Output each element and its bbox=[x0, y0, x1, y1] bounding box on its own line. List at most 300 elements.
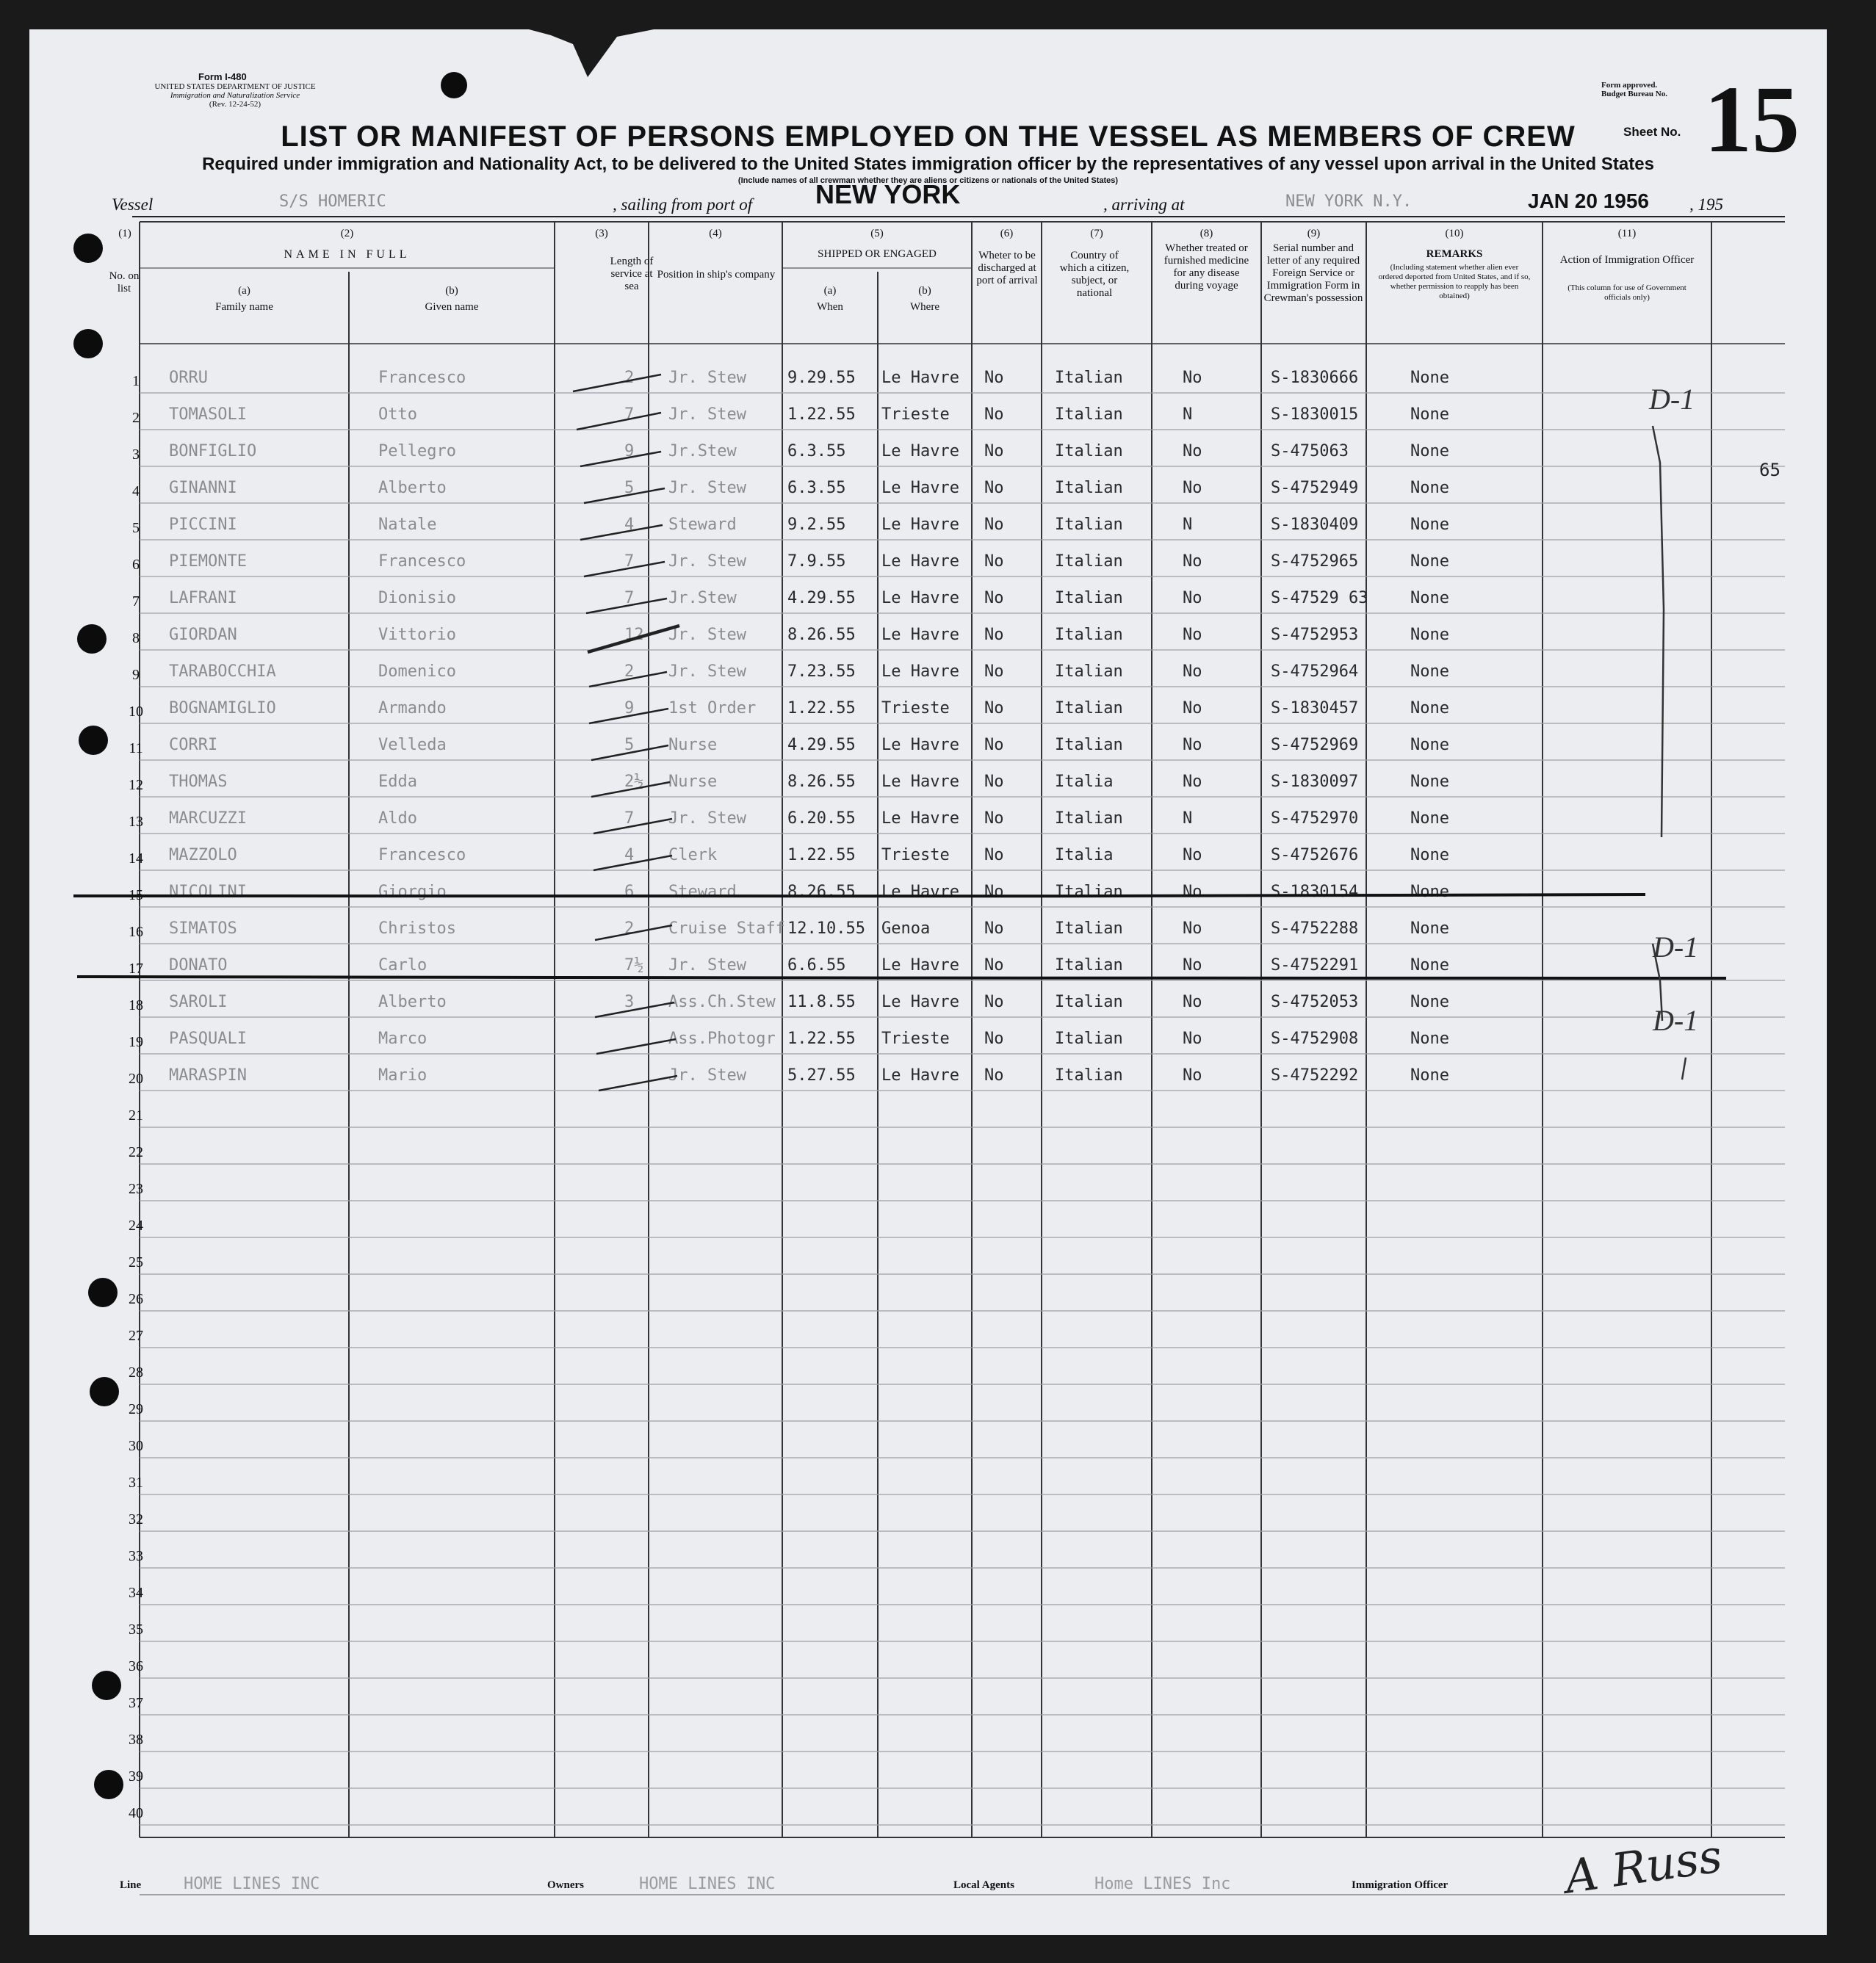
discharged-cell: No bbox=[984, 442, 1004, 460]
row-number: 22 bbox=[129, 1144, 143, 1160]
col5b-number: (b) bbox=[918, 285, 931, 297]
form-number: Form I-480 bbox=[198, 71, 247, 82]
given-name-cell: Marco bbox=[378, 1030, 427, 1048]
service-cell: 12 bbox=[624, 626, 644, 644]
when-cell: 1.22.55 bbox=[787, 846, 856, 864]
vessel-value: S/S HOMERIC bbox=[279, 192, 386, 211]
row-number: 33 bbox=[129, 1548, 143, 1564]
position-cell: Jr. Stew bbox=[668, 1066, 746, 1085]
position-cell: Jr. Stew bbox=[668, 479, 746, 497]
include-note: (Include names of all crewman whether they are aliens or citizens or nationals of the United States) bbox=[737, 176, 1119, 185]
when-cell: 9.2.55 bbox=[787, 516, 846, 534]
where-cell: Le Havre bbox=[881, 773, 959, 791]
row-number: 29 bbox=[129, 1401, 143, 1417]
year-suffix: , 195 bbox=[1689, 195, 1723, 214]
row-number: 7 bbox=[132, 593, 140, 610]
remarks-cell: None bbox=[1410, 1066, 1449, 1085]
given-name-cell: Armando bbox=[378, 699, 447, 717]
row-number: 20 bbox=[129, 1071, 143, 1087]
service-cell: 2½ bbox=[624, 773, 644, 791]
remarks-cell: None bbox=[1410, 956, 1449, 975]
col5-number: (5) bbox=[870, 228, 884, 239]
col9-number: (9) bbox=[1307, 228, 1321, 239]
country-cell: Italia bbox=[1055, 846, 1114, 864]
when-cell: 4.29.55 bbox=[787, 736, 856, 754]
family-name-cell: GIORDAN bbox=[169, 626, 237, 644]
treated-cell: N bbox=[1183, 516, 1193, 534]
treated-cell: No bbox=[1183, 442, 1202, 460]
row-number: 10 bbox=[129, 704, 143, 720]
discharged-cell: No bbox=[984, 589, 1004, 607]
treated-cell: N bbox=[1183, 809, 1193, 828]
row-number: 1 bbox=[132, 373, 140, 389]
position-cell: Jr.Stew bbox=[668, 442, 737, 460]
service-cell: 5 bbox=[624, 479, 635, 497]
position-cell: Jr. Stew bbox=[668, 809, 746, 828]
col2b-number: (b) bbox=[445, 285, 458, 297]
discharged-cell: No bbox=[984, 405, 1004, 424]
row-number: 37 bbox=[129, 1695, 143, 1711]
row-number: 27 bbox=[129, 1328, 143, 1344]
service-cell: 7 bbox=[624, 552, 635, 571]
remarks-cell: None bbox=[1410, 369, 1449, 387]
serial-cell: S-4752288 bbox=[1271, 919, 1359, 938]
when-cell: 11.8.55 bbox=[787, 993, 856, 1011]
row-number: 32 bbox=[129, 1511, 143, 1528]
when-cell: 6.3.55 bbox=[787, 442, 846, 460]
row-number: 34 bbox=[129, 1585, 143, 1601]
row-number: 21 bbox=[129, 1107, 143, 1124]
page-subtitle: Required under immigration and Nationality Act, to be delivered to the United States immigration officer by the representatives of any vessel upon arrival in the United States bbox=[202, 154, 1654, 174]
where-cell: Le Havre bbox=[881, 883, 959, 901]
family-name-cell: BONFIGLIO bbox=[169, 442, 257, 460]
when-cell: 1.22.55 bbox=[787, 1030, 856, 1048]
remarks-cell: None bbox=[1410, 993, 1449, 1011]
col8-header: Whether treated or furnished medicine for any disease during voyage bbox=[1164, 242, 1249, 292]
country-cell: Italian bbox=[1055, 626, 1123, 644]
serial-cell: S-1830409 bbox=[1271, 516, 1359, 534]
serial-cell: S-475063 bbox=[1271, 442, 1349, 460]
treated-cell: N bbox=[1183, 405, 1193, 424]
officer-signature: A Russ bbox=[1561, 1829, 1725, 1904]
family-name-cell: DONATO bbox=[169, 956, 228, 975]
discharged-cell: No bbox=[984, 919, 1004, 938]
col1-number: (1) bbox=[118, 228, 131, 239]
service-cell: 9 bbox=[624, 699, 635, 717]
country-cell: Italian bbox=[1055, 956, 1123, 975]
serial-cell: S-4752965 bbox=[1271, 552, 1359, 571]
treated-cell: No bbox=[1183, 552, 1202, 571]
discharged-cell: No bbox=[984, 369, 1004, 387]
where-cell: Le Havre bbox=[881, 809, 959, 828]
row-number: 24 bbox=[129, 1218, 143, 1234]
serial-cell: S-1830097 bbox=[1271, 773, 1359, 791]
where-cell: Trieste bbox=[881, 1030, 950, 1048]
discharged-cell: No bbox=[984, 773, 1004, 791]
col7-header: Country of which a citizen, subject, or national bbox=[1059, 250, 1130, 299]
country-cell: Italian bbox=[1055, 369, 1123, 387]
given-name-cell: Francesco bbox=[378, 552, 466, 571]
position-cell: Steward bbox=[668, 516, 737, 534]
remarks-cell: None bbox=[1410, 699, 1449, 717]
row-number: 40 bbox=[129, 1805, 143, 1821]
row-number: 17 bbox=[129, 961, 143, 977]
position-cell: Jr.Stew bbox=[668, 589, 737, 607]
where-cell: Trieste bbox=[881, 699, 950, 717]
service-cell: 9 bbox=[624, 442, 635, 460]
when-cell: 7.23.55 bbox=[787, 662, 856, 681]
given-name-cell: Vittorio bbox=[378, 626, 456, 644]
sheet-number: 15 bbox=[1704, 67, 1800, 173]
margin-number: 65 bbox=[1759, 460, 1781, 480]
remarks-cell: None bbox=[1410, 919, 1449, 938]
officer-action-row18: D-1 bbox=[1653, 1004, 1699, 1037]
family-name-cell: MARCUZZI bbox=[169, 809, 247, 828]
remarks-cell: None bbox=[1410, 662, 1449, 681]
position-cell: Jr. Stew bbox=[668, 552, 746, 571]
family-name-cell: TOMASOLI bbox=[169, 405, 247, 424]
col9-header: Serial number and letter of any required Foreign Service or Immigration Form in Crewman's possession bbox=[1263, 242, 1363, 304]
col11-number: (11) bbox=[1617, 228, 1637, 239]
where-cell: Le Havre bbox=[881, 993, 959, 1011]
treated-cell: No bbox=[1183, 846, 1202, 864]
discharged-cell: No bbox=[984, 479, 1004, 497]
given-name-cell: Aldo bbox=[378, 809, 417, 828]
footer-officer-label: Immigration Officer bbox=[1352, 1879, 1449, 1891]
row-number: 13 bbox=[129, 814, 143, 830]
when-cell: 8.26.55 bbox=[787, 883, 856, 901]
row-number: 38 bbox=[129, 1732, 143, 1748]
when-cell: 4.29.55 bbox=[787, 589, 856, 607]
row-number: 18 bbox=[129, 997, 143, 1013]
arriving-label: , arriving at bbox=[1103, 195, 1185, 214]
col2a-header: Family name bbox=[215, 301, 273, 313]
where-cell: Trieste bbox=[881, 846, 950, 864]
treated-cell: No bbox=[1183, 662, 1202, 681]
footer-owners-label: Owners bbox=[547, 1879, 584, 1891]
row-number: 31 bbox=[129, 1475, 143, 1491]
discharged-cell: No bbox=[984, 699, 1004, 717]
family-name-cell: GINANNI bbox=[169, 479, 237, 497]
footer-owners-value: HOME LINES INC bbox=[639, 1875, 776, 1893]
sheet-label: Sheet No. bbox=[1623, 125, 1681, 139]
serial-cell: S-1830457 bbox=[1271, 699, 1359, 717]
arriving-port: NEW YORK N.Y. bbox=[1285, 192, 1413, 211]
given-name-cell: Francesco bbox=[378, 369, 466, 387]
given-name-cell: Pellegro bbox=[378, 442, 456, 460]
approval-line1: Form approved. bbox=[1601, 81, 1658, 90]
given-name-cell: Edda bbox=[378, 773, 417, 791]
col11-note: (This column for use of Government officials only) bbox=[1567, 283, 1686, 302]
sailing-label: , sailing from port of bbox=[613, 195, 753, 214]
where-cell: Le Havre bbox=[881, 516, 959, 534]
remarks-cell: None bbox=[1410, 773, 1449, 791]
position-cell: Nurse bbox=[668, 736, 718, 754]
col5-header: SHIPPED OR ENGAGED bbox=[818, 248, 937, 260]
when-cell: 8.26.55 bbox=[787, 626, 856, 644]
remarks-cell: None bbox=[1410, 809, 1449, 828]
family-name-cell: PASQUALI bbox=[169, 1030, 247, 1048]
position-cell: Jr. Stew bbox=[668, 662, 746, 681]
country-cell: Italian bbox=[1055, 479, 1123, 497]
remarks-cell: None bbox=[1410, 405, 1449, 424]
vessel-label: Vessel bbox=[112, 195, 154, 214]
when-cell: 7.9.55 bbox=[787, 552, 846, 571]
country-cell: Italian bbox=[1055, 993, 1123, 1011]
country-cell: Italia bbox=[1055, 773, 1114, 791]
position-cell: 1st Order bbox=[668, 699, 757, 717]
treated-cell: No bbox=[1183, 736, 1202, 754]
family-name-cell: PIEMONTE bbox=[169, 552, 247, 571]
service-cell: 5 bbox=[624, 736, 635, 754]
serial-cell: S-4752970 bbox=[1271, 809, 1359, 828]
country-cell: Italian bbox=[1055, 662, 1123, 681]
service-cell: 7½ bbox=[624, 956, 644, 975]
service-cell: 3 bbox=[624, 993, 635, 1011]
country-cell: Italian bbox=[1055, 516, 1123, 534]
row-number: 25 bbox=[129, 1254, 143, 1270]
remarks-cell: None bbox=[1410, 589, 1449, 607]
discharged-cell: No bbox=[984, 662, 1004, 681]
treated-cell: No bbox=[1183, 369, 1202, 387]
row-number: 36 bbox=[129, 1658, 143, 1674]
col10-note: (Including statement whether alien ever ordered deported from United States, and if so, whether permission to reapply has been obtained) bbox=[1378, 263, 1531, 300]
service-cell: 6 bbox=[624, 883, 635, 901]
when-cell: 6.6.55 bbox=[787, 956, 846, 975]
service-cell: 4 bbox=[624, 516, 635, 534]
agency-line1: UNITED STATES DEPARTMENT OF JUSTICE bbox=[154, 82, 316, 91]
col5b-header: Where bbox=[910, 301, 939, 313]
treated-cell: No bbox=[1183, 626, 1202, 644]
country-cell: Italian bbox=[1055, 919, 1123, 938]
remarks-cell: None bbox=[1410, 736, 1449, 754]
family-name-cell: TARABOCCHIA bbox=[169, 662, 276, 681]
treated-cell: No bbox=[1183, 589, 1202, 607]
page-title: LIST OR MANIFEST OF PERSONS EMPLOYED ON THE VESSEL AS MEMBERS OF CREW bbox=[281, 120, 1576, 153]
col1-header: No. on list bbox=[109, 270, 140, 294]
form-revision: (Rev. 12-24-52) bbox=[209, 100, 261, 109]
given-name-cell: Velleda bbox=[378, 736, 447, 754]
where-cell: Trieste bbox=[881, 405, 950, 424]
footer-agents-value: Home LINES Inc bbox=[1094, 1875, 1231, 1893]
where-cell: Genoa bbox=[881, 919, 931, 938]
when-cell: 6.3.55 bbox=[787, 479, 846, 497]
discharged-cell: No bbox=[984, 956, 1004, 975]
row-number: 16 bbox=[129, 924, 143, 940]
discharged-cell: No bbox=[984, 552, 1004, 571]
when-cell: 8.26.55 bbox=[787, 773, 856, 791]
where-cell: Le Havre bbox=[881, 479, 959, 497]
row-number: 11 bbox=[129, 740, 143, 756]
row-number: 6 bbox=[132, 557, 140, 573]
manifest-sheet bbox=[29, 29, 1827, 1935]
remarks-cell: None bbox=[1410, 846, 1449, 864]
officer-action-row16: D-1 bbox=[1653, 930, 1699, 964]
where-cell: Le Havre bbox=[881, 626, 959, 644]
serial-cell: S-4752953 bbox=[1271, 626, 1359, 644]
given-name-cell: Alberto bbox=[378, 479, 447, 497]
position-cell: Ass.Ch.Stew bbox=[668, 993, 776, 1011]
serial-cell: S-4752291 bbox=[1271, 956, 1359, 975]
row-number: 9 bbox=[132, 667, 140, 683]
given-name-cell: Giorgio bbox=[378, 883, 447, 901]
col2-number: (2) bbox=[340, 228, 354, 239]
serial-cell: S-4752964 bbox=[1271, 662, 1359, 681]
when-cell: 1.22.55 bbox=[787, 699, 856, 717]
serial-cell: S-4752053 bbox=[1271, 993, 1359, 1011]
row-number: 4 bbox=[132, 483, 140, 499]
position-cell: Steward bbox=[668, 883, 737, 901]
row-number: 35 bbox=[129, 1622, 143, 1638]
position-cell: Ass.Photogr bbox=[668, 1030, 776, 1048]
family-name-cell: SAROLI bbox=[169, 993, 228, 1011]
treated-cell: No bbox=[1183, 919, 1202, 938]
family-name-cell: CORRI bbox=[169, 736, 218, 754]
country-cell: Italian bbox=[1055, 1066, 1123, 1085]
discharged-cell: No bbox=[984, 883, 1004, 901]
col4-header: Position in ship's company bbox=[657, 269, 776, 281]
row-number: 12 bbox=[129, 777, 143, 793]
where-cell: Le Havre bbox=[881, 662, 959, 681]
treated-cell: No bbox=[1183, 1066, 1202, 1085]
col6-header: Wheter to be discharged at port of arrival bbox=[976, 250, 1038, 286]
remarks-cell: None bbox=[1410, 1030, 1449, 1048]
when-cell: 5.27.55 bbox=[787, 1066, 856, 1085]
treated-cell: No bbox=[1183, 1030, 1202, 1048]
family-name-cell: LAFRANI bbox=[169, 589, 237, 607]
when-cell: 6.20.55 bbox=[787, 809, 856, 828]
treated-cell: No bbox=[1183, 993, 1202, 1011]
serial-cell: S-4752676 bbox=[1271, 846, 1359, 864]
service-cell: 7 bbox=[624, 809, 635, 828]
treated-cell: No bbox=[1183, 479, 1202, 497]
family-name-cell: MARASPIN bbox=[169, 1066, 247, 1085]
row-number: 26 bbox=[129, 1291, 143, 1307]
col6-number: (6) bbox=[1000, 228, 1014, 239]
col2b-header: Given name bbox=[425, 301, 479, 313]
family-name-cell: NICOLINI bbox=[169, 883, 247, 901]
footer-line-label: Line bbox=[120, 1879, 142, 1891]
given-name-cell: Alberto bbox=[378, 993, 447, 1011]
serial-cell: S-1830015 bbox=[1271, 405, 1359, 424]
country-cell: Italian bbox=[1055, 809, 1123, 828]
sailing-port: NEW YORK bbox=[815, 179, 961, 209]
remarks-cell: None bbox=[1410, 442, 1449, 460]
serial-cell: S-4752292 bbox=[1271, 1066, 1359, 1085]
serial-cell: S-1830666 bbox=[1271, 369, 1359, 387]
country-cell: Italian bbox=[1055, 736, 1123, 754]
position-cell: Nurse bbox=[668, 773, 718, 791]
row-number: 30 bbox=[129, 1438, 143, 1454]
service-cell: 2 bbox=[624, 919, 635, 938]
family-name-cell: PICCINI bbox=[169, 516, 237, 534]
row-number: 14 bbox=[129, 850, 143, 867]
col8-number: (8) bbox=[1199, 228, 1213, 239]
approval-line2: Budget Bureau No. bbox=[1601, 90, 1667, 98]
arrival-date: JAN 20 1956 bbox=[1528, 189, 1650, 212]
remarks-cell: None bbox=[1410, 883, 1449, 901]
given-name-cell: Mario bbox=[378, 1066, 427, 1085]
col4-number: (4) bbox=[709, 228, 722, 239]
where-cell: Le Havre bbox=[881, 1066, 959, 1085]
row-number: 39 bbox=[129, 1768, 143, 1785]
row-number: 3 bbox=[132, 447, 140, 463]
col3-number: (3) bbox=[595, 228, 608, 239]
row-number: 2 bbox=[132, 410, 140, 426]
discharged-cell: No bbox=[984, 993, 1004, 1011]
country-cell: Italian bbox=[1055, 883, 1123, 901]
remarks-cell: None bbox=[1410, 479, 1449, 497]
agency-line2: Immigration and Naturalization Service bbox=[170, 91, 300, 100]
when-cell: 12.10.55 bbox=[787, 919, 865, 938]
family-name-cell: SIMATOS bbox=[169, 919, 237, 938]
position-cell: Jr. Stew bbox=[668, 369, 746, 387]
position-cell: Cruise Staff bbox=[668, 919, 785, 938]
given-name-cell: Natale bbox=[378, 516, 437, 534]
where-cell: Le Havre bbox=[881, 736, 959, 754]
service-cell: 4 bbox=[624, 846, 635, 864]
country-cell: Italian bbox=[1055, 699, 1123, 717]
remarks-cell: None bbox=[1410, 516, 1449, 534]
country-cell: Italian bbox=[1055, 552, 1123, 571]
country-cell: Italian bbox=[1055, 1030, 1123, 1048]
country-cell: Italian bbox=[1055, 589, 1123, 607]
where-cell: Le Havre bbox=[881, 442, 959, 460]
footer-agents-label: Local Agents bbox=[953, 1879, 1014, 1891]
where-cell: Le Havre bbox=[881, 552, 959, 571]
family-name-cell: BOGNAMIGLIO bbox=[169, 699, 276, 717]
discharged-cell: No bbox=[984, 809, 1004, 828]
given-name-cell: Otto bbox=[378, 405, 417, 424]
row-number: 15 bbox=[129, 887, 143, 903]
col3-header: Length of service at sea bbox=[610, 256, 654, 292]
officer-action-row1: D-1 bbox=[1649, 383, 1695, 416]
col2a-number: (a) bbox=[238, 285, 250, 297]
given-name-cell: Carlo bbox=[378, 956, 427, 975]
serial-cell: S-4752949 bbox=[1271, 479, 1359, 497]
treated-cell: No bbox=[1183, 773, 1202, 791]
service-cell: 7 bbox=[624, 405, 635, 424]
when-cell: 1.22.55 bbox=[787, 405, 856, 424]
col11-header: Action of Immigration Officer bbox=[1559, 254, 1695, 266]
serial-cell: S-4752969 bbox=[1271, 736, 1359, 754]
remarks-cell: None bbox=[1410, 626, 1449, 644]
country-cell: Italian bbox=[1055, 405, 1123, 424]
col10-header: REMARKS bbox=[1426, 248, 1483, 260]
family-name-cell: MAZZOLO bbox=[169, 846, 237, 864]
given-name-cell: Dionisio bbox=[378, 589, 456, 607]
col5a-header: When bbox=[817, 301, 843, 313]
discharged-cell: No bbox=[984, 516, 1004, 534]
serial-cell: S-47529 63 bbox=[1271, 589, 1368, 607]
serial-cell: S-4752908 bbox=[1271, 1030, 1359, 1048]
treated-cell: No bbox=[1183, 699, 1202, 717]
row-number: 5 bbox=[132, 520, 140, 536]
family-name-cell: THOMAS bbox=[169, 773, 228, 791]
discharged-cell: No bbox=[984, 736, 1004, 754]
given-name-cell: Christos bbox=[378, 919, 456, 938]
when-cell: 9.29.55 bbox=[787, 369, 856, 387]
position-cell: Jr. Stew bbox=[668, 956, 746, 975]
footer-line-value: HOME LINES INC bbox=[184, 1875, 320, 1893]
discharged-cell: No bbox=[984, 846, 1004, 864]
discharged-cell: No bbox=[984, 626, 1004, 644]
treated-cell: No bbox=[1183, 956, 1202, 975]
col10-number: (10) bbox=[1445, 228, 1464, 239]
remarks-cell: None bbox=[1410, 552, 1449, 571]
discharged-cell: No bbox=[984, 1066, 1004, 1085]
family-name-cell: ORRU bbox=[169, 369, 208, 387]
